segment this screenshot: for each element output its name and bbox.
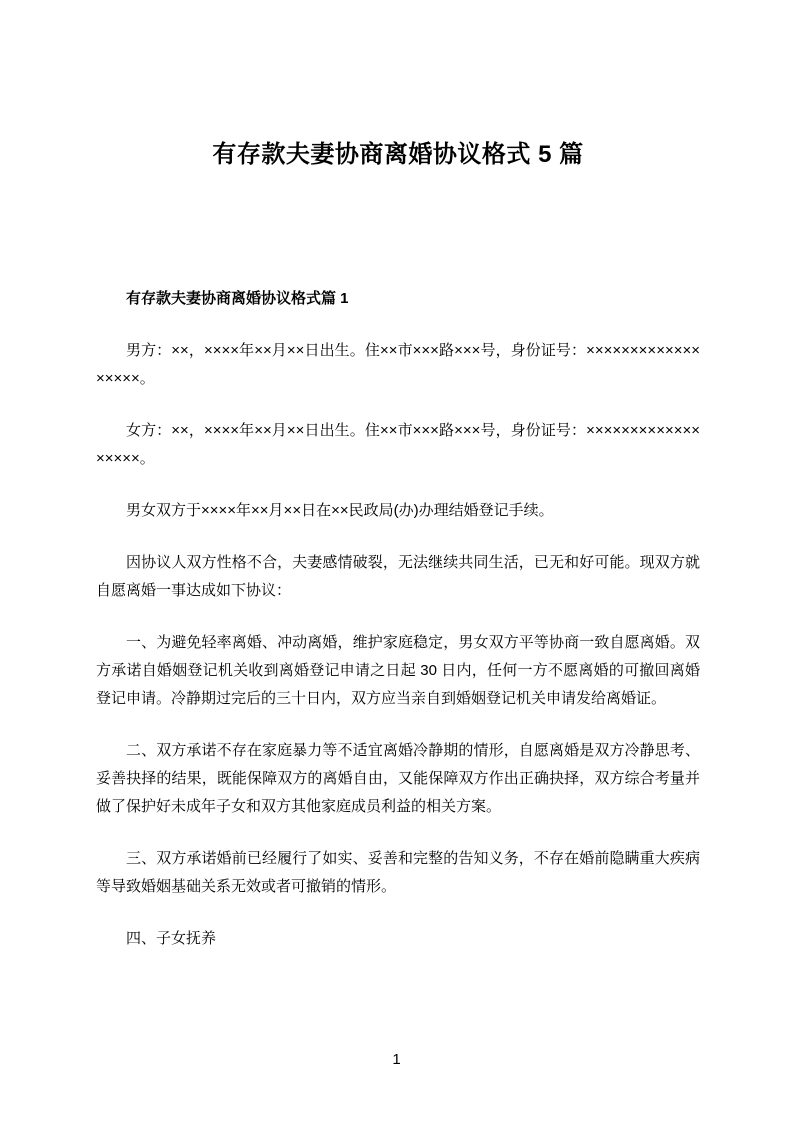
page-number: 1 <box>392 1051 401 1068</box>
paragraph-clause-1: 一、为避免轻率离婚、冲动离婚，维护家庭稳定，男女双方平等协商一致自愿离婚。双方承诺自婚姻登记机关收到离婚登记申请之日起 30 日内，任何一方不愿离婚的可撤回离婚登记申请。冷静期过完后的三十日内，双方应当亲自到婚姻登记机关申请发给离婚证。 <box>96 634 700 707</box>
section-heading: 有存款夫妻协商离婚协议格式篇 1 <box>126 290 349 307</box>
paragraph-marriage-registration: 男女双方于××××年××月××日在××民政局(办)办理结婚登记手续。 <box>126 502 554 519</box>
paragraph-husband-info: 男方：××，××××年××月××日出生。住××市×××路×××号，身份证号：××××××××××××××××××。 <box>96 342 700 387</box>
paragraph-clause-4-heading: 四、子女抚养 <box>126 930 217 947</box>
paragraph-reason: 因协议人双方性格不合，夫妻感情破裂，无法继续共同生活，已无和好可能。现双方就自愿离婚一事达成如下协议： <box>96 554 700 599</box>
paragraph-wife-info: 女方：××，××××年××月××日出生。住××市×××路×××号，身份证号：××××××××××××××××××。 <box>96 422 700 467</box>
paragraph-clause-3: 三、双方承诺婚前已经履行了如实、妥善和完整的告知义务，不存在婚前隐瞒重大疾病等导致婚姻基础关系无效或者可撤销的情形。 <box>96 850 700 895</box>
paragraph-clause-2: 二、双方承诺不存在家庭暴力等不适宜离婚冷静期的情形，自愿离婚是双方冷静思考、妥善抉择的结果，既能保障双方的离婚自由，又能保障双方作出正确抉择，双方综合考量并做了保护好未成年子女和双方其他家庭成员利益的相关方案。 <box>96 742 700 815</box>
document-title: 有存款夫妻协商离婚协议格式 5 篇 <box>212 141 584 168</box>
